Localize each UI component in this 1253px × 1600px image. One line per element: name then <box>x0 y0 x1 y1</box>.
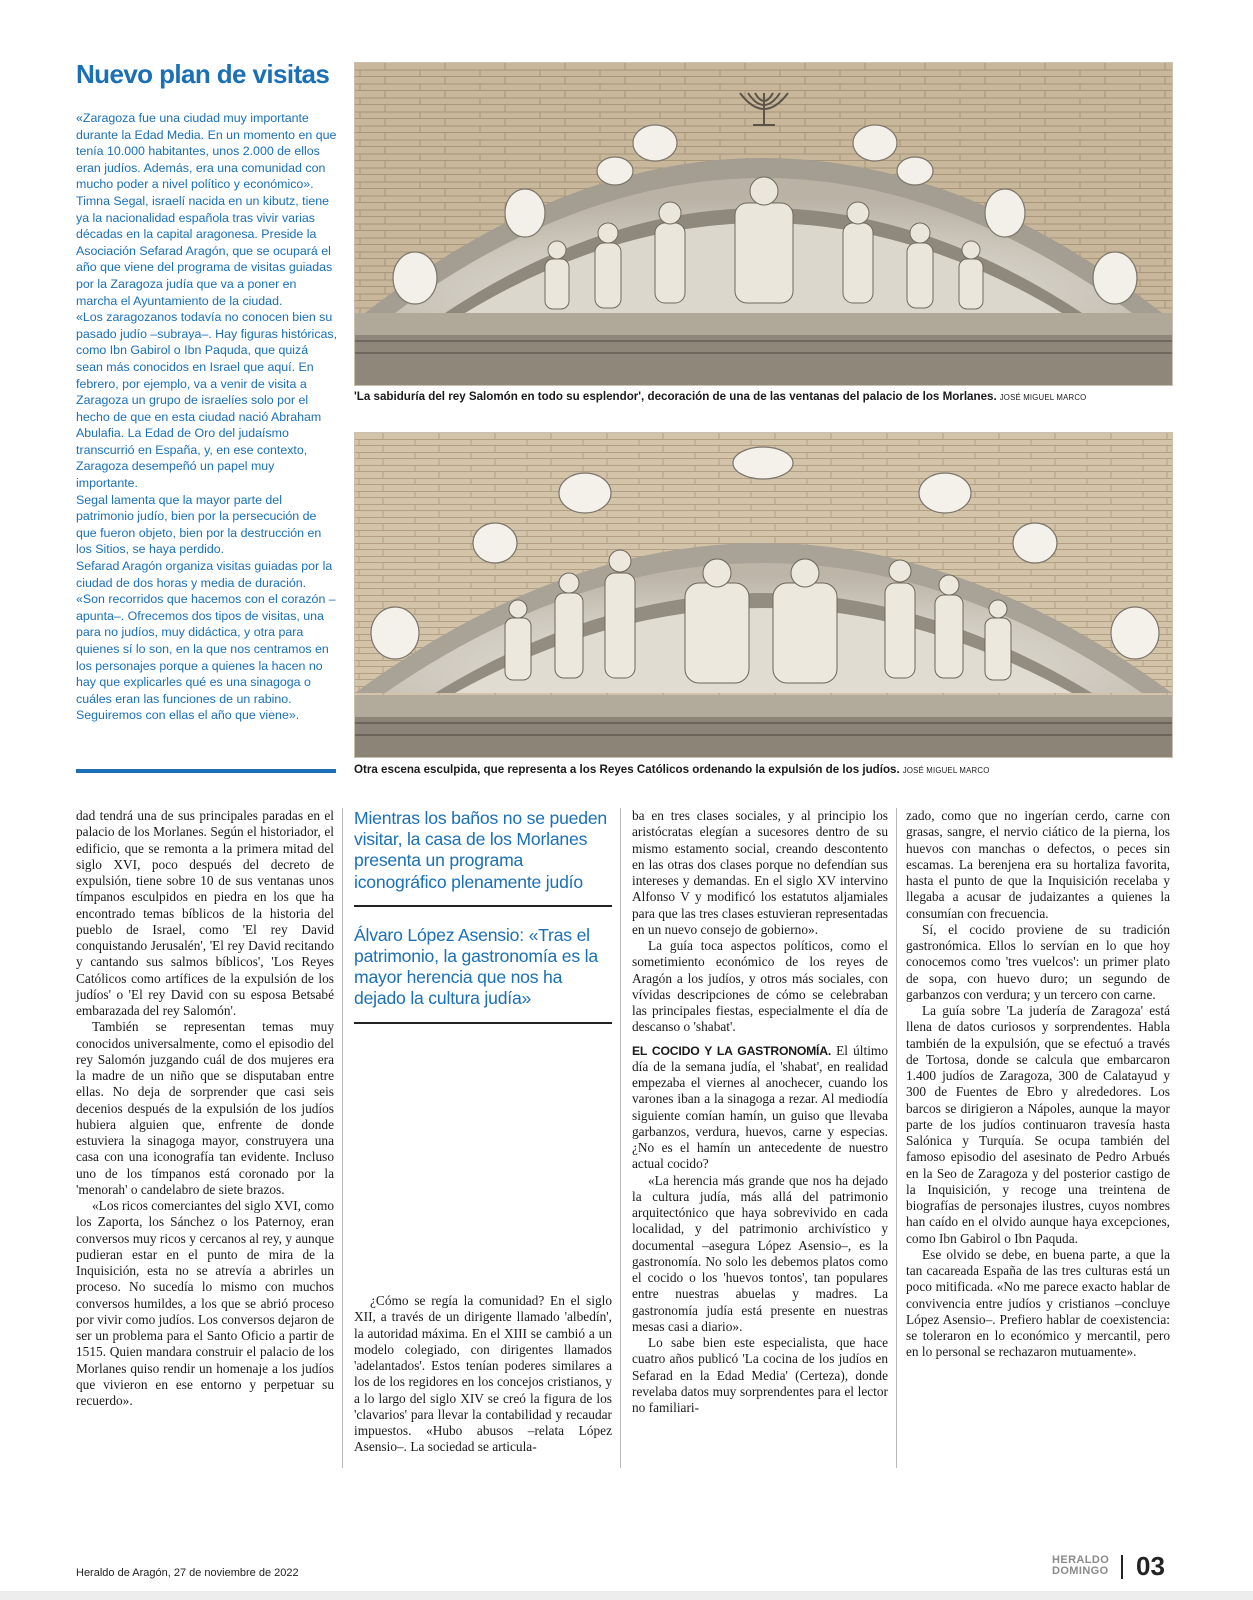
tympanum-illustration <box>355 433 1172 757</box>
article-paragraph: Ese olvido se debe, en buena parte, a que la tan cacareada España de las tres culturas está un poco mitificada. «No me parece exacto hablar de convivencia entre judíos y cristianos –concluye López Asensio–. Prefiero hablar de coexistencia: se toleraron en lo económico y mercantil, pero en lo personal se rechazaron mutuamente». <box>906 1246 1170 1360</box>
article-paragraph: La guía sobre 'La judería de Zaragoza' está llena de datos curiosos y sorprendentes. Habla también de la expulsión, que se efectuó a través de Tortosa, donde se calcula que embarcaron 1.400 judíos de Zaragoza, 300 de Calatayud y 300 de Fuentes de Ebro y alrededores. Los barcos se dirigieron a Nápoles, aunque la mayor parte de los judíos continuaron travesía hasta Salónica y Turquía. Se ocupa también del famoso episodio del asesinato de Pedro Arbués en la Seo de Zaragoza y del posterior castigo de la Inquisición, y recoge una treintena de biografías de personajes ilustres, cuyos nombres han caído en el olvido aunque haya excepciones, como Ibn Gabirol o Ibn Paquda. <box>906 1003 1170 1246</box>
column-divider <box>620 808 621 1468</box>
sidebar-bottom-rule <box>76 769 336 773</box>
article-paragraph <box>632 1043 888 1173</box>
article-paragraph: Lo sabe bien este especialista, que hace cuatro años publicó 'La cocina de los judíos en Sefarad en la Edad Media' (Certeza), donde revelaba datos muy sorprendentes para el lector no familiari- <box>632 1335 888 1415</box>
publication-logo <box>1052 1555 1112 1577</box>
caption-text: 'La sabiduría del rey Salomón en todo su esplendor', decoración de una de las ventanas del palacio de los Morlanes. <box>354 390 997 403</box>
sidebar-body <box>76 110 338 724</box>
article-paragraph: La guía toca aspectos políticos, como el sometimiento económico de los reyes de Aragón a los judíos, y otros más sociales, con vívidas descripciones de cómo se celebraban las principales fiestas, especialmente el día de descanso o 'shabat'. <box>632 938 888 1035</box>
footer-publication-date: Heraldo de Aragón, 27 de noviembre de 2022 <box>76 1567 299 1579</box>
sidebar-paragraph: «Los zaragozanos todavía no conocen bien su pasado judío –subraya–. Hay figuras históricas, como Ibn Gabirol o Ibn Paquda, que quizá sean más conocidos en Israel que aquí. En febrero, por ejemplo, va a venir de visita a Zaragoza un grupo de israelíes solo por el hecho de que en esta ciudad nació Abraham Abulafia. La Edad de Oro del judaísmo transcurrió en España, y, en ese contexto, Zaragoza desempeñó un papel muy importante. <box>76 310 338 491</box>
photo-credit: JOSÉ MIGUEL MARCO <box>902 766 990 775</box>
sidebar-paragraph: «Zaragoza fue una ciudad muy importante durante la Edad Media. En un momento en que tenía 10.000 habitantes, unos 2.000 de ellos eran judíos. Además, era una comunidad con mucho poder a nivel político y económico». Timna Segal, israelí nacida en un kibutz, tiene ya la nacionalidad española tras vivir varias décadas en la capital aragonesa. Preside la Asociación Sefarad Aragón, que se ocupará el año que viene del programa de visitas guiadas por la Zaragoza judía que va a poner en marcha el Ayuntamiento de la ciudad. <box>76 111 337 308</box>
logo-line: DOMINGO <box>1052 1565 1109 1577</box>
pullquote-block <box>354 808 612 1024</box>
column-divider <box>896 808 897 1468</box>
section-subhead: EL COCIDO Y LA GASTRONOMÍA. <box>632 1043 832 1058</box>
article-paragraph: ¿Cómo se regía la comunidad? En el siglo XII, a través de un dirigente llamado 'albedín', la autoridad máxima. En el XIII se cambió a un modelo colegiado, con dirigentes llamados 'adelantados'. Estos tenían poderes similares a los de los regidores en los concejos cristianos, y a lo largo del siglo XIV se creó la figura de los 'clavarios' para llevar la contabilidad y recaudar impuestos. «Hubo abusos –relata López Asensio–. La sociedad se articula- <box>354 1293 612 1455</box>
tympanum-illustration <box>355 63 1172 385</box>
photo-catholic-monarchs-tympanum <box>354 432 1173 758</box>
page-number: 03 <box>1136 1551 1165 1581</box>
pullquote: Mientras los baños no se pueden visitar, la casa de los Morlanes presenta un programa iconográfico plenamente judío <box>354 808 607 892</box>
article-paragraph: «La herencia más grande que nos ha dejado la cultura judía, más allá del patrimonio arquitectónico que haya sobrevivido en cada localidad, y del patrimonio archivístico y documental –asegura López Asensio–, es la gastronomía. No solo les debemos platos como el cocido o los 'huevos tontos', tan populares entre nuestras abuelas y madres. La gastronomía judía está presente en nuestras mesas casi a diario». <box>632 1172 888 1334</box>
article-paragraph: zado, como que no ingerían cerdo, carne con grasas, sangre, el nervio ciático de la pierna, los huevos con manchas o defectos, o peces sin escamas. La berenjena era su hortaliza favorita, hasta el punto de que la Inquisición recelaba y llegaba a acusar de judaizantes a quienes la consumían con frecuencia. <box>906 808 1170 921</box>
article-paragraph: Sí, el cocido proviene de su tradición gastronómica. Ellos lo servían en lo que hoy conocemos como 'tres vuelcos': un primer plato de sopa, con huevo duro; un segundo de garbanzos con verdura; y un tercero con carne. <box>906 921 1170 1002</box>
sidebar-paragraph: Segal lamenta que la mayor parte del patrimonio judío, bien por la persecución de que fueron objeto, bien por la destrucción en los Sitios, se haya perdido. <box>76 492 322 557</box>
article-text: El último día de la semana judía, el 'shabat', en realidad empezaba el viernes al anochecer, cuando los varones iban a la sinagoga a rezar. Al mediodía siguiente comían hamín, un guiso que llevaba garbanzos, verdura, huevos, carne y especias. ¿No es el hamín un antecedente de nuestro actual cocido? <box>632 1042 888 1172</box>
article-paragraph: ba en tres clases sociales, y al principio los aristócratas elegían a sucesores dentro de su mismo estamento social, creando descontento en las otras dos clases porque no defendían sus intereses y demandas. En el siglo XV intervino Alfonso V y modificó los estatutos aljamiales para que las tres clases estuvieran representadas en un nuevo consejo de gobierno». <box>632 808 888 937</box>
photo-credit: JOSÉ MIGUEL MARCO <box>999 393 1087 402</box>
photo-caption <box>354 389 1171 405</box>
article-column-4 <box>906 808 1170 1361</box>
article-column-1 <box>76 808 334 1409</box>
photo-solomon-tympanum <box>354 62 1173 386</box>
article-paragraph: También se representan temas muy conocidos universalmente, como el episodio del rey Salomón juzgando cuál de dos mujeres era la madre de un niño que se disputaban entre ellas. No deja de sorprender que casi seis decenios después de la expulsión de los judíos hubiera alguien que, enfrente de donde estuviera la sinagoga mayor, construyera una casa con una iconografía tan evidente. Incluso uno de los tímpanos está coronado por la 'menorah' o candelabro de siete brazos. <box>76 1019 334 1197</box>
logo-line: HERALDO <box>1052 1554 1110 1566</box>
article-column-3 <box>632 808 888 1416</box>
article-paragraph: «Los ricos comerciantes del siglo XVI, como los Zaporta, los Sánchez o los Paternoy, eran conversos muy ricos y cercanos al rey, y aunque pudieran estar en el punto de mira de la Inquisición, esta no se atrevía a abrirles un proceso. No sucedía lo mismo con muchos conversos humildes, a los que se abrió proceso por vivir como judíos. Los conversos dejaron de ser un problema para el Santo Oficio a partir de 1515. Quien mandara construir el palacio de los Morlanes quiso rendir un homenaje a los judíos que vivieron en ese entorno y perpetuar su recuerdo». <box>76 1198 334 1408</box>
sidebar-title: Nuevo plan de visitas <box>76 59 330 89</box>
article-column-2 <box>354 1293 612 1456</box>
sidebar-paragraph: Sefarad Aragón organiza visitas guiadas por la ciudad de dos horas y media de duración. «Son recorridos que hacemos con el corazón –apunta–. Ofrecemos dos tipos de visitas, una para no judíos, muy didáctica, y otra para quienes sí lo son, en la que nos centramos en los personajes porque a quienes la hacen no hay que explicarles qué es una sinagoga o cuáles eran las funciones de un rabino. Seguiremos con ellas el año que viene». <box>76 559 336 723</box>
pullquote: Álvaro López Asensio: «Tras el patrimonio, la gastronomía es la mayor herencia que nos ha dejado la cultura judía» <box>354 924 598 1009</box>
column-divider <box>342 808 343 1468</box>
footer-separator <box>1121 1555 1123 1579</box>
bottom-band <box>0 1591 1253 1600</box>
article-paragraph: dad tendrá una de sus principales paradas en el palacio de los Morlanes. Según el historiador, el edificio, que se remonta a la primera mitad del siglo XVI, poco después del decreto de expulsión, tiene sobre 10 de sus ventanas unos tímpanos esculpidos en piedra en los que ha encontrado temas bíblicos de la historia del pueblo de Israel, como 'El rey David conquistando Jerusalén', 'El rey David recitando y cantando sus salmos bíblicos', 'Los Reyes Católicos como artífices de la expulsión de los judíos' o 'El rey David con su esposa Betsabé embarazada del rey Salomón'. <box>76 808 334 1018</box>
photo-caption <box>354 762 1171 778</box>
caption-text: Otra escena esculpida, que representa a los Reyes Católicos ordenando la expulsión de los judíos. <box>354 763 900 776</box>
pullquote-rule <box>354 905 612 907</box>
pullquote-rule <box>354 1022 612 1024</box>
